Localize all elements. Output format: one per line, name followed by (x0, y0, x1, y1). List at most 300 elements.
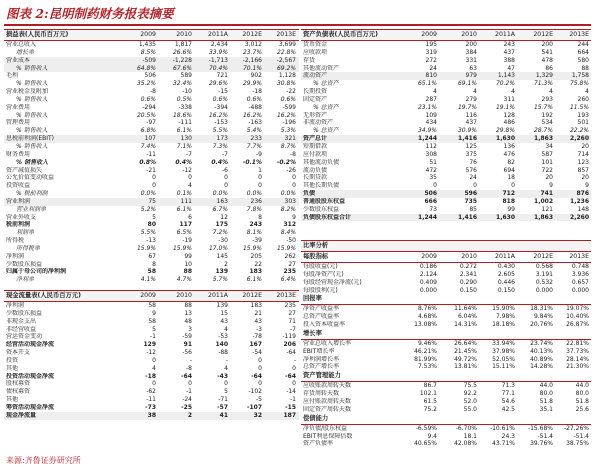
table-row (301, 305, 591, 313)
row-value: 136 (503, 142, 515, 150)
table-row (301, 72, 591, 80)
row-value: -8 (290, 150, 296, 158)
row-value: -30 (218, 237, 228, 245)
row-label: 非流动资产 (303, 119, 334, 127)
row-label: % 销售收入 (16, 142, 48, 150)
row-value: 121 (541, 205, 553, 213)
row-label: 应收账款周转天数 (303, 382, 352, 390)
row-label: 投资 (6, 356, 19, 364)
row-value: 23.74% (530, 339, 553, 347)
row-label: 营业利润 (6, 197, 31, 205)
row-label: 营业税金及附加 (6, 88, 49, 96)
row-value: 902 (250, 72, 262, 80)
row-value: 9.4 (427, 432, 437, 440)
row-value: 0 (258, 364, 262, 372)
row-value: 0 (152, 174, 156, 182)
row-value: 107 (144, 135, 156, 143)
row-value: -18 (252, 88, 262, 96)
row-label: 非现金支出 (6, 317, 37, 325)
table-row (301, 279, 591, 287)
row-value: 293 (541, 95, 553, 103)
row-value: -11 (146, 150, 156, 158)
row-label: 总资产收益率 (303, 313, 340, 321)
row-value: 0.748 (571, 263, 589, 270)
row-label: 现金净流量 (6, 411, 37, 419)
row-value: 140 (215, 341, 228, 349)
row-value: -0.2% (276, 158, 296, 166)
row-value: 0.6% (140, 95, 156, 103)
row-value: 3,699 (278, 41, 296, 48)
section-title: 现金流量表(人民币百万元) (6, 292, 82, 299)
row-value: 128 (503, 111, 515, 119)
row-value: 0.6% (246, 95, 262, 103)
row-value: 0 (224, 380, 228, 388)
row-label: 资产减值损失 (6, 166, 43, 174)
row-value: 1,143 (497, 72, 515, 80)
row-value: -2,567 (276, 56, 296, 64)
row-value: 48 (184, 317, 192, 325)
row-value: 86 (545, 64, 553, 72)
table-row (4, 357, 299, 365)
row-value: 311 (503, 95, 515, 103)
row-value: 19.1% (495, 103, 515, 111)
row-value: 37.73% (566, 347, 589, 355)
table-row (4, 268, 299, 276)
row-value: 260 (577, 95, 589, 103)
row-value: 1,863 (534, 213, 553, 221)
year-header: 2013E (276, 292, 296, 299)
table-row (301, 57, 591, 65)
row-label: 所得税 (6, 237, 25, 245)
row-value: 51.8 (575, 397, 589, 405)
row-label: 营业总收入 (6, 41, 37, 48)
table-row (4, 182, 299, 190)
row-value: 58 (148, 317, 156, 325)
row-value: 0.150 (459, 286, 477, 294)
table-row (4, 88, 299, 96)
row-value: 5.7% (212, 276, 228, 284)
row-value: -43 (217, 372, 228, 380)
row-label: 长期投资 (303, 88, 328, 96)
row-value: 30.8% (276, 80, 296, 88)
row-value: 44.0 (539, 382, 553, 390)
row-value: 4 (224, 325, 228, 333)
table-row (301, 321, 591, 329)
table-row (4, 221, 299, 229)
row-value: 13.08% (414, 321, 437, 329)
row-value: 24 (429, 64, 437, 72)
row-value: 80.0 (539, 390, 553, 398)
row-value: 0.657 (571, 278, 589, 286)
row-value: 4 (549, 88, 553, 96)
table-row (4, 198, 299, 206)
table-row (301, 65, 591, 73)
row-value: -1 (290, 396, 296, 404)
row-value: -71 (218, 396, 228, 404)
table-row (301, 41, 591, 49)
row-value: 117 (179, 221, 192, 229)
row-label: EBIT利息保障倍数 (303, 432, 353, 440)
row-value: 0.0% (280, 190, 296, 198)
row-value: 24.3 (501, 432, 515, 440)
row-value: 2,260 (570, 135, 589, 143)
row-value: 1,244 (418, 213, 437, 221)
row-value: 236 (250, 197, 262, 205)
row-value: 4.1% (140, 276, 156, 284)
row-value: 61.5 (423, 397, 437, 405)
table-row (301, 382, 591, 390)
row-value: 32 (253, 411, 262, 419)
table-row (301, 143, 591, 151)
row-label: % 总资产 (313, 80, 339, 88)
row-value: -19 (182, 237, 192, 245)
table-row (4, 159, 299, 167)
row-value: 18.31% (530, 305, 553, 313)
row-value: 0.4% (211, 158, 228, 166)
row-value: 70.1% (242, 64, 262, 72)
row-label: 股权募资 (6, 380, 31, 388)
row-value: 0.430 (497, 263, 515, 270)
row-value: -15.68% (527, 424, 553, 432)
row-value: -12 (182, 166, 192, 174)
row-value: 111 (180, 197, 192, 205)
row-label: 长期贷款 (303, 174, 328, 182)
row-value: 243 (249, 221, 262, 229)
row-value: 0 (292, 364, 296, 372)
row-value: 2.341 (459, 270, 477, 278)
row-value: -62 (146, 388, 156, 396)
row-value: 3.936 (571, 270, 589, 278)
row-value: -64 (251, 372, 262, 380)
row-label: 经营活动现金净流 (6, 341, 55, 349)
row-value: 71.3% (533, 80, 553, 88)
row-value: 3,012 (244, 41, 262, 48)
row-value: 4 (433, 88, 437, 96)
row-value: -25 (181, 403, 192, 411)
row-value: 15.7% (533, 103, 553, 111)
row-value: 101 (541, 158, 553, 166)
row-value: 0.568 (535, 263, 553, 270)
row-label: 管理费用 (6, 119, 31, 127)
row-value: 0.4% (175, 158, 192, 166)
row-label: 公允价值变动收益 (6, 174, 55, 182)
row-value: 279 (465, 95, 477, 103)
row-value: 18.18% (492, 321, 515, 329)
row-value: -56 (182, 349, 192, 357)
ratio-section-header (301, 414, 591, 425)
row-value: 384 (465, 48, 477, 56)
row-value: -10 (182, 88, 192, 96)
row-value: 7.3% (212, 142, 228, 150)
row-value: 0 (188, 380, 192, 388)
section-header (4, 290, 299, 302)
row-value: 49.72% (454, 355, 477, 363)
row-value: 47 (507, 64, 515, 72)
row-value: -97 (146, 119, 156, 127)
ratio-section-header (301, 252, 591, 263)
row-value: 6 (188, 213, 192, 221)
row-label: 净负债/股东权益 (303, 424, 348, 432)
row-value: 7.7% (246, 142, 262, 150)
row-value: 23.1% (417, 103, 437, 111)
row-value: -39 (252, 237, 262, 245)
row-value: -488 (248, 103, 262, 111)
row-value: 24 (469, 174, 477, 182)
table-row (4, 302, 299, 310)
row-value: 43 (254, 317, 262, 325)
row-value: 589 (180, 72, 192, 80)
row-value: -338 (178, 103, 192, 111)
row-value: -7 (290, 325, 296, 333)
row-value: -102 (248, 388, 262, 396)
row-value: 71 (288, 317, 296, 325)
row-value: 16.2% (276, 111, 296, 119)
row-value: 44.0 (575, 382, 589, 390)
row-value: 9 (585, 182, 589, 190)
row-label: 净利润 (6, 302, 25, 309)
row-value: 85 (469, 205, 477, 213)
row-value: 33.94% (492, 339, 515, 347)
row-value: -3 (256, 325, 262, 333)
row-value: 478 (541, 56, 553, 64)
row-value: 272 (425, 56, 437, 64)
row-value: -1,228 (172, 56, 192, 64)
row-value: 580 (577, 56, 589, 64)
row-value: 810 (425, 72, 437, 80)
row-value: 0.8% (139, 158, 156, 166)
row-value: 0.0% (212, 190, 228, 198)
row-value: 4 (585, 88, 589, 96)
row-value: 92.2 (463, 390, 477, 398)
source-note: 来源:齐鲁证券研究所 (6, 456, 81, 465)
table-row (4, 276, 299, 284)
row-value: 1,236 (570, 197, 589, 205)
table-row (301, 104, 591, 112)
row-value: 1,128 (278, 72, 296, 80)
row-value: 4 (152, 364, 156, 372)
row-label: % 销售收入 (16, 80, 48, 88)
row-value: -394 (214, 103, 228, 111)
row-value: 1,630 (496, 135, 515, 143)
row-value: 0.6% (212, 95, 228, 103)
row-label: 利润率 (16, 229, 35, 237)
row-value: 10.40% (566, 313, 589, 321)
row-value: 148 (577, 205, 589, 213)
row-value: 13 (184, 309, 192, 317)
row-label: 净利润 (6, 252, 25, 260)
title-rule (4, 24, 591, 26)
row-value: 88 (581, 64, 589, 72)
row-value: 6.8% (140, 127, 156, 135)
row-value: 5 (224, 388, 228, 396)
row-value: -53 (218, 333, 228, 341)
row-value: 233 (250, 135, 262, 143)
row-label: 资产负债率 (303, 440, 334, 448)
row-value: 26.87% (566, 321, 589, 329)
row-value: 501 (577, 119, 589, 127)
row-value: 38 (147, 411, 156, 419)
table-row (4, 214, 299, 222)
row-value: 20 (581, 174, 589, 182)
row-value: 1,416 (458, 213, 477, 221)
row-value: 2,434 (210, 41, 228, 48)
row-value: -10.61% (489, 424, 515, 432)
table-row (4, 318, 299, 326)
row-value: 25.6 (575, 405, 589, 413)
row-value: -15 (218, 88, 228, 96)
row-value: 139 (216, 302, 228, 309)
row-value: 979 (465, 72, 477, 80)
row-value: 195 (425, 41, 437, 48)
row-value: 2 (187, 411, 192, 419)
row-value: 11.5% (569, 103, 589, 111)
row-value: 8 (152, 260, 156, 268)
row-value: 876 (576, 190, 589, 198)
row-value: 0.5% (176, 95, 192, 103)
table-row (301, 174, 591, 182)
row-value: 262 (284, 252, 296, 260)
row-value: 437 (503, 48, 515, 56)
table-row (4, 388, 299, 396)
table-row (4, 396, 299, 404)
row-label: % 销售收入 (16, 95, 48, 103)
row-value: -119 (282, 333, 296, 341)
row-value: 15.9% (136, 244, 156, 252)
row-label: 无形资产 (303, 111, 328, 119)
row-value: 29.6% (208, 80, 228, 88)
table-row (301, 159, 591, 167)
row-value: 1,002 (534, 197, 553, 205)
row-value: 80 (147, 221, 156, 229)
row-label: 其他 (6, 364, 19, 372)
row-value: 6.04% (457, 313, 477, 321)
row-value: 235 (283, 268, 296, 276)
row-label: 净利率 (16, 276, 35, 284)
row-label: 营业外收支 (6, 213, 37, 221)
row-value: 91 (183, 341, 192, 349)
row-label: 负债股东权益合计 (303, 213, 352, 221)
row-label: 非经营收益 (6, 325, 37, 333)
table-row (301, 398, 591, 406)
table-row (301, 135, 591, 143)
table-row (4, 41, 299, 49)
row-label: 息税前利润(EBIT) (6, 135, 55, 143)
row-value: -8 (186, 364, 192, 372)
table-row (301, 313, 591, 321)
row-value: 587 (541, 150, 553, 158)
row-value: 4 (224, 364, 228, 372)
row-value: 0 (152, 356, 156, 364)
row-value: 18.1 (463, 432, 477, 440)
row-label: 每股经营现金净流(元) (303, 278, 362, 286)
row-value: 112 (425, 142, 437, 150)
row-label: % 销售收入 (16, 64, 48, 72)
row-value: 0 (292, 182, 296, 190)
row-value: 694 (503, 166, 515, 174)
row-label: 净利润增长率 (303, 355, 340, 363)
row-value: 0 (473, 182, 477, 190)
row-label: 营业利润率 (16, 205, 47, 213)
row-label: 负债 (303, 190, 316, 198)
table-row (4, 229, 299, 237)
table-row (301, 287, 591, 295)
row-value: 308 (425, 150, 437, 158)
section-title: 资产负债表(人民币百万元) (303, 31, 379, 38)
row-value: 28.7% (533, 127, 553, 135)
row-value: 17.0% (208, 244, 228, 252)
row-value: 0.1% (176, 190, 192, 198)
row-value: 0.186 (419, 263, 437, 270)
row-value: 388 (503, 56, 515, 64)
row-label: 毛利 (6, 72, 19, 80)
row-value: 15.9% (172, 244, 192, 252)
year-header: 2011A (495, 31, 515, 38)
table-row (4, 167, 299, 175)
row-value: 0.0% (246, 190, 262, 198)
table-row (4, 326, 299, 334)
table-row (4, 245, 299, 253)
table-row (4, 310, 299, 318)
row-value: 19.7% (457, 103, 477, 111)
row-value: -50 (286, 237, 296, 245)
row-value: -6.59% (415, 424, 437, 432)
row-value: 18.6% (172, 111, 192, 119)
year-header: 2013E (276, 31, 296, 38)
row-value: 4 (473, 88, 477, 96)
balance-sheet-table (301, 29, 591, 221)
row-value: 1,416 (458, 135, 477, 143)
row-value: 7.4% (140, 142, 156, 150)
row-value: 81.99% (414, 355, 437, 363)
table-row (301, 96, 591, 104)
row-value: 7.8% (246, 205, 262, 213)
row-value: 741 (540, 190, 553, 198)
row-value: 125 (465, 142, 477, 150)
row-value: 5 (152, 325, 156, 333)
table-row (301, 190, 591, 198)
table-row (301, 356, 591, 364)
row-value: 818 (502, 197, 515, 205)
row-value: 9 (292, 213, 296, 221)
row-value: 0 (292, 380, 296, 388)
row-value: 163 (216, 197, 228, 205)
row-value: 75.2 (423, 405, 437, 413)
year-header: 2012E (242, 31, 262, 38)
row-value: 55.0 (463, 405, 477, 413)
row-value: 22.2% (569, 127, 589, 135)
year-header: 2013E (569, 253, 589, 260)
row-label: 流动资产 (303, 72, 328, 80)
row-value: -599 (282, 103, 296, 111)
row-value: 4.68% (417, 313, 437, 321)
row-label: 其他流动负债 (303, 158, 340, 166)
row-value: 206 (283, 341, 296, 349)
row-value: 22.81% (566, 339, 589, 347)
row-value: 21 (254, 309, 262, 317)
row-value: 75 (148, 197, 156, 205)
table-row (4, 412, 299, 420)
row-value: 8 (258, 213, 262, 221)
row-label: % 销售收入 (16, 127, 48, 135)
row-value: 75.8% (569, 80, 589, 88)
row-value: 0.000 (419, 286, 437, 294)
table-row (4, 365, 299, 373)
row-value: 15.90% (492, 305, 515, 313)
row-value: 21.45% (454, 347, 477, 355)
row-value: 5.5% (140, 229, 156, 237)
row-value: 34.9% (417, 127, 437, 135)
table-row (4, 127, 299, 135)
